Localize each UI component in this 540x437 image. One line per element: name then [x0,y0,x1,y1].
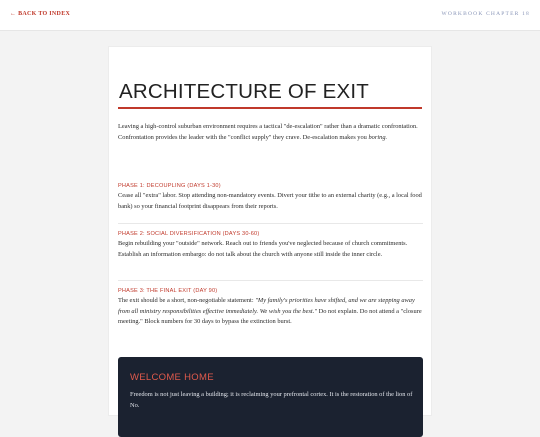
intro-text: Leaving a high-control suburban environment requires a tactical "de-escalation" rather than a dramatic confrontation. Confrontation provides the leader with the "conflict supply" they crave. De-escalation makes you [118,123,418,141]
top-bar [0,0,540,31]
phase-2-body: Begin rebuilding your "outside" network. Reach out to friends you've neglected because of church commitments. Establish an information embargo: do not talk about the church with anyone still inside the inner circle. [118,240,408,258]
divider [118,223,423,224]
chapter-label: WORKBOOK CHAPTER 18 [441,11,530,17]
title-underline [118,107,422,109]
phase-3-body-end: Do not explain. Do not attend a "closure meeting." Block numbers for 30 days to bypass the extinction burst. [118,307,422,325]
page-title: ARCHITECTURE OF EXIT [119,80,370,103]
phase-1-section [118,183,423,212]
callout-title: WELCOME HOME [130,372,214,383]
exit-statement-quote: "My family's priorities have shifted, and we are stepping away from all ministry responsibilities effective immediately. We wish you the best." [118,297,415,315]
callout-body: Freedom is not just leaving a building; it is reclaiming your prefrontal cortex. It is the restoration of the lion of No. [130,391,413,409]
welcome-home-callout [118,357,423,437]
phase-1-body: Cease all "extra" labor. Stop attending non-mandatory events. Divert your tithe to an external charity (e.g., a local food bank) so your financial footprint disappears from their reports. [118,192,422,210]
phase-3-section [118,288,423,328]
intro-paragraph [118,122,423,143]
article-card [108,46,432,416]
phase-3-body-start: The exit should be a short, non-negotiable statement: [118,297,256,304]
divider [118,280,423,281]
phase-3-body [118,296,423,328]
phase-2-heading: PHASE 2: SOCIAL DIVERSIFICATION (DAYS 30-60) [118,231,260,237]
phase-1-heading: PHASE 1: DECOUPLING (DAYS 1-30) [118,183,221,189]
phase-2-section [118,231,423,260]
back-to-index-link[interactable]: ← BACK TO INDEX [10,11,71,17]
phase-3-heading: PHASE 3: THE FINAL EXIT (DAY 90) [118,288,218,294]
intro-emphasis: boring. [368,133,388,141]
